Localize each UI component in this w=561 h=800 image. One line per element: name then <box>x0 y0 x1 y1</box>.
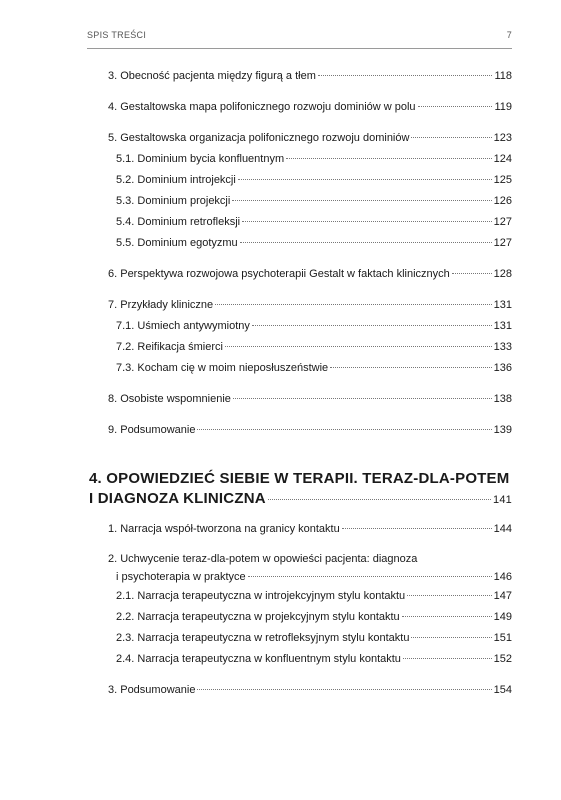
toc-entry-page: 152 <box>493 653 512 665</box>
toc-entry-page: 119 <box>494 101 512 113</box>
dot-leader <box>240 242 492 243</box>
dot-leader <box>197 429 491 430</box>
dot-leader <box>233 398 492 399</box>
dot-leader <box>252 325 492 326</box>
toc-subentry <box>108 358 512 379</box>
toc-entry-title: 5.2. Dominium introjekcji <box>116 174 236 186</box>
toc-entry-page: 138 <box>493 393 512 405</box>
dot-leader <box>242 221 492 222</box>
dot-leader <box>402 616 492 617</box>
dot-leader <box>407 595 491 596</box>
toc-subentry <box>108 212 512 233</box>
toc-subentry <box>108 233 512 254</box>
toc-entry-page: 125 <box>493 174 512 186</box>
toc-entry-page: 147 <box>493 590 512 602</box>
dot-leader <box>232 200 491 201</box>
toc-entry-page: 118 <box>494 70 512 82</box>
dot-leader <box>411 137 491 138</box>
toc-entry <box>108 97 512 118</box>
toc-entry-title: 3. Podsumowanie <box>108 684 196 696</box>
toc-subentry <box>108 586 512 607</box>
toc-entry-page: 136 <box>493 362 512 374</box>
toc-entry <box>108 550 512 586</box>
toc-entry-title: 7. Przykłady kliniczne <box>108 299 214 311</box>
dot-leader <box>403 658 492 659</box>
page-number: 7 <box>506 30 512 40</box>
toc-entry-title: 5. Gestaltowska organizacja polifonicznego rozwoju dominiów <box>108 132 410 144</box>
toc-entry-title-line-2: i psychoterapia w praktyce <box>116 571 246 583</box>
toc-entry-title: 7.3. Kocham cię w moim nieposłuszeństwie <box>116 362 329 374</box>
toc-subentry <box>108 170 512 191</box>
toc-entry-page: 124 <box>493 153 512 165</box>
toc-entry-page: 128 <box>493 268 512 280</box>
dot-leader <box>248 576 492 577</box>
toc-subentry <box>108 191 512 212</box>
toc-entry <box>108 264 512 285</box>
toc-subentry <box>108 337 512 358</box>
toc-entry-title: 2.4. Narracja terapeutyczna w konfluentnym stylu kontaktu <box>116 653 401 665</box>
toc-entry-title: 9. Podsumowanie <box>108 424 196 436</box>
toc-entry-title: 2.2. Narracja terapeutyczna w projekcyjnym stylu kontaktu <box>116 611 400 623</box>
toc-entry-title: 8. Osobiste wspomnienie <box>108 393 231 405</box>
toc-entry-title: 2.1. Narracja terapeutyczna w introjekcyjnym stylu kontaktu <box>116 590 406 602</box>
dot-leader <box>268 499 491 500</box>
toc-entry-title: 5.5. Dominium egotyzmu <box>116 237 238 249</box>
toc-subentry <box>108 316 512 337</box>
toc-entry-page: 141 <box>493 494 512 506</box>
toc-entry <box>108 389 512 410</box>
toc-entry-page: 149 <box>493 611 512 623</box>
toc-entry-page: 144 <box>493 523 512 535</box>
toc-entry-title: 5.3. Dominium projekcji <box>116 195 231 207</box>
toc-entry-page: 123 <box>493 132 512 144</box>
running-header <box>87 30 512 40</box>
table-of-contents <box>89 66 512 701</box>
toc-entry-title: 1. Narracja współ-tworzona na granicy kontaktu <box>108 523 340 535</box>
toc-entry <box>108 680 512 701</box>
header-divider <box>87 48 512 49</box>
toc-entry-title: 6. Perspektywa rozwojowa psychoterapii Gestalt w faktach klinicznych <box>108 268 450 280</box>
toc-entry-title: 7.2. Reifikacja śmierci <box>116 341 223 353</box>
toc-entry-page: 127 <box>493 237 512 249</box>
dot-leader <box>225 346 492 347</box>
toc-entry <box>108 420 512 441</box>
toc-subentry <box>108 628 512 649</box>
toc-entry-page: 139 <box>493 424 512 436</box>
dot-leader <box>197 689 491 690</box>
toc-entry-page: 146 <box>493 571 512 583</box>
toc-subentry <box>108 149 512 170</box>
dot-leader <box>418 106 493 107</box>
dot-leader <box>411 637 491 638</box>
dot-leader <box>452 273 492 274</box>
dot-leader <box>238 179 492 180</box>
chapter-title-line-1: 4. OPOWIEDZIEĆ SIEBIE W TERAPII. TERAZ-DLA-POTEM <box>89 470 510 487</box>
dot-leader <box>215 304 491 305</box>
toc-entry-title: 7.1. Uśmiech antywymiotny <box>116 320 250 332</box>
dot-leader <box>330 367 491 368</box>
toc-entry-title: 5.4. Dominium retrofleksji <box>116 216 241 228</box>
toc-subentry <box>108 607 512 628</box>
toc-subentry <box>108 649 512 670</box>
toc-entry-page: 151 <box>493 632 512 644</box>
toc-entry <box>108 66 512 87</box>
toc-entry-page: 154 <box>493 684 512 696</box>
dot-leader <box>318 75 493 76</box>
toc-entry-page: 126 <box>493 195 512 207</box>
toc-entry-page: 131 <box>493 299 512 311</box>
toc-entry-title: 4. Gestaltowska mapa polifonicznego rozwoju dominiów w polu <box>108 101 416 113</box>
toc-entry-title: 5.1. Dominium bycia konfluentnym <box>116 153 285 165</box>
toc-entry-title-line-1: 2. Uchwycenie teraz-dla-potem w opowieści pacjenta: diagnoza <box>108 553 418 565</box>
toc-entry-page: 127 <box>493 216 512 228</box>
running-header-title: SPIS TREŚCI <box>87 30 147 40</box>
toc-entry-title: 3. Obecność pacjenta między figurą a tłem <box>108 70 316 82</box>
toc-chapter-heading <box>89 469 512 509</box>
toc-entry <box>108 519 512 540</box>
toc-entry-page: 131 <box>493 320 512 332</box>
toc-entry-title: 2.3. Narracja terapeutyczna w retrofleksyjnym stylu kontaktu <box>116 632 410 644</box>
dot-leader <box>286 158 492 159</box>
dot-leader <box>342 528 492 529</box>
toc-entry <box>108 295 512 316</box>
toc-entry-page: 133 <box>493 341 512 353</box>
toc-entry <box>108 128 512 149</box>
chapter-title-line-2: I DIAGNOZA KLINICZNA <box>89 490 266 507</box>
